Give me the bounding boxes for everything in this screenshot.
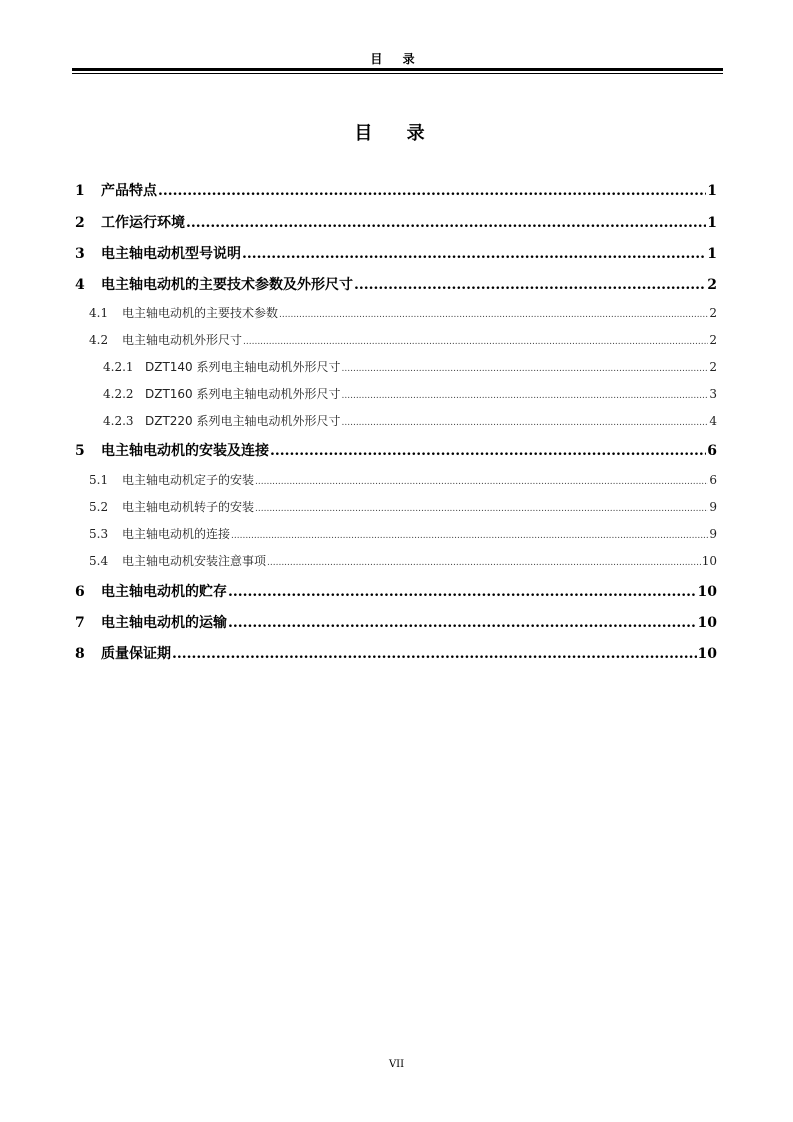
toc-entry-label: DZT140 系列电主轴电动机外形尺寸 (145, 360, 341, 374)
toc-entry-page: 1 (707, 215, 717, 231)
dot-leader (270, 443, 706, 459)
toc-entry-label: 电主轴电动机的贮存 (101, 584, 227, 600)
toc-entry-number: 5.2 (89, 500, 109, 514)
toc-entry-page: 2 (709, 306, 717, 320)
dot-leader (255, 477, 708, 487)
toc-entry-label: 工作运行环境 (101, 215, 185, 231)
toc-entry-number: 4 (75, 277, 85, 293)
toc-entry-3[interactable] (75, 243, 717, 263)
toc-entry-page: 10 (701, 554, 717, 568)
toc-entry-page: 3 (709, 387, 717, 401)
toc-entry-5-2[interactable] (89, 498, 717, 515)
toc-entry-number: 4.1 (89, 306, 109, 320)
dot-leader (172, 646, 697, 662)
dot-leader (228, 584, 697, 600)
dot-leader (342, 391, 709, 401)
toc-entry-label: 质量保证期 (101, 646, 171, 662)
toc-entry-label: 电主轴电动机的主要技术参数及外形尺寸 (101, 277, 353, 293)
toc-entry-label: 电主轴电动机的主要技术参数 (122, 306, 279, 320)
toc-entry-4[interactable] (75, 274, 717, 294)
toc-entry-number: 4.2 (89, 333, 109, 347)
toc-entry-page: 4 (709, 414, 717, 428)
toc-heading: 目 录 (354, 123, 439, 144)
toc-entry-6[interactable] (75, 581, 717, 601)
dot-leader (158, 183, 706, 199)
toc-entry-4-2-3[interactable] (103, 412, 717, 429)
toc-entry-2[interactable] (75, 212, 717, 232)
toc-entry-page: 2 (707, 277, 717, 293)
dot-leader (279, 310, 708, 320)
toc-entry-8[interactable] (75, 643, 717, 663)
toc-entry-number: 4.2.2 (103, 387, 134, 401)
running-header-title: 目 录 (370, 52, 423, 66)
toc-entry-label: 电主轴电动机的运输 (101, 615, 227, 631)
toc-entry-number: 3 (75, 246, 85, 262)
toc-entry-5-3[interactable] (89, 525, 717, 542)
toc-entry-page: 1 (707, 183, 717, 199)
toc-entry-number: 7 (75, 615, 85, 631)
toc-entry-page: 6 (707, 443, 717, 459)
toc-entry-7[interactable] (75, 612, 717, 632)
dot-leader (354, 277, 706, 293)
toc-entry-page: 9 (709, 527, 717, 541)
dot-leader (228, 615, 697, 631)
toc-entry-number: 1 (75, 183, 85, 199)
toc-entry-5-1[interactable] (89, 471, 717, 488)
header-rule-thin (72, 73, 723, 74)
toc-entry-label: 电主轴电动机的安装及连接 (101, 443, 269, 459)
dot-leader (231, 531, 708, 541)
toc-entry-label: 电主轴电动机定子的安装 (122, 473, 255, 487)
dot-leader (243, 337, 708, 347)
toc-entry-label: 电主轴电动机型号说明 (101, 246, 241, 262)
header-rule-thick (72, 68, 723, 71)
toc-entry-label: 电主轴电动机外形尺寸 (122, 333, 243, 347)
dot-leader (255, 504, 708, 514)
toc-entry-number: 4.2.3 (103, 414, 134, 428)
toc-entry-label: DZT220 系列电主轴电动机外形尺寸 (145, 414, 341, 428)
toc-entry-label: 产品特点 (101, 183, 157, 199)
toc-entry-label: 电主轴电动机转子的安装 (122, 500, 255, 514)
toc-entry-page: 9 (709, 500, 717, 514)
toc-entry-page: 10 (697, 584, 717, 600)
toc-entry-4-2-2[interactable] (103, 385, 717, 402)
toc-entry-page: 6 (709, 473, 717, 487)
toc-entry-label: DZT160 系列电主轴电动机外形尺寸 (145, 387, 341, 401)
toc-entry-page: 2 (709, 333, 717, 347)
toc-entry-4-2-1[interactable] (103, 358, 717, 375)
dot-leader (267, 558, 701, 568)
dot-leader (342, 364, 709, 374)
toc-entry-label: 电主轴电动机的连接 (122, 527, 231, 541)
toc-entry-number: 6 (75, 584, 85, 600)
toc-entry-5-4[interactable] (89, 552, 717, 569)
dot-leader (186, 215, 706, 231)
toc-entry-1[interactable] (75, 180, 717, 200)
dot-leader (342, 418, 709, 428)
toc-entry-page: 10 (697, 646, 717, 662)
toc-entry-number: 4.2.1 (103, 360, 134, 374)
toc-entry-page: 2 (709, 360, 717, 374)
page-number: VII (388, 1059, 405, 1070)
toc-entry-5[interactable] (75, 440, 717, 460)
toc-entry-number: 8 (75, 646, 85, 662)
toc-entry-number: 5.1 (89, 473, 109, 487)
toc-entry-number: 5.4 (89, 554, 109, 568)
toc-entry-page: 1 (707, 246, 717, 262)
toc-entry-label: 电主轴电动机安装注意事项 (122, 554, 267, 568)
toc-entry-number: 5 (75, 443, 85, 459)
toc-entry-page: 10 (697, 615, 717, 631)
dot-leader (242, 246, 706, 262)
toc-entry-number: 2 (75, 215, 85, 231)
toc-entry-4-1[interactable] (89, 304, 717, 321)
toc-entry-number: 5.3 (89, 527, 109, 541)
toc-entry-4-2[interactable] (89, 331, 717, 348)
